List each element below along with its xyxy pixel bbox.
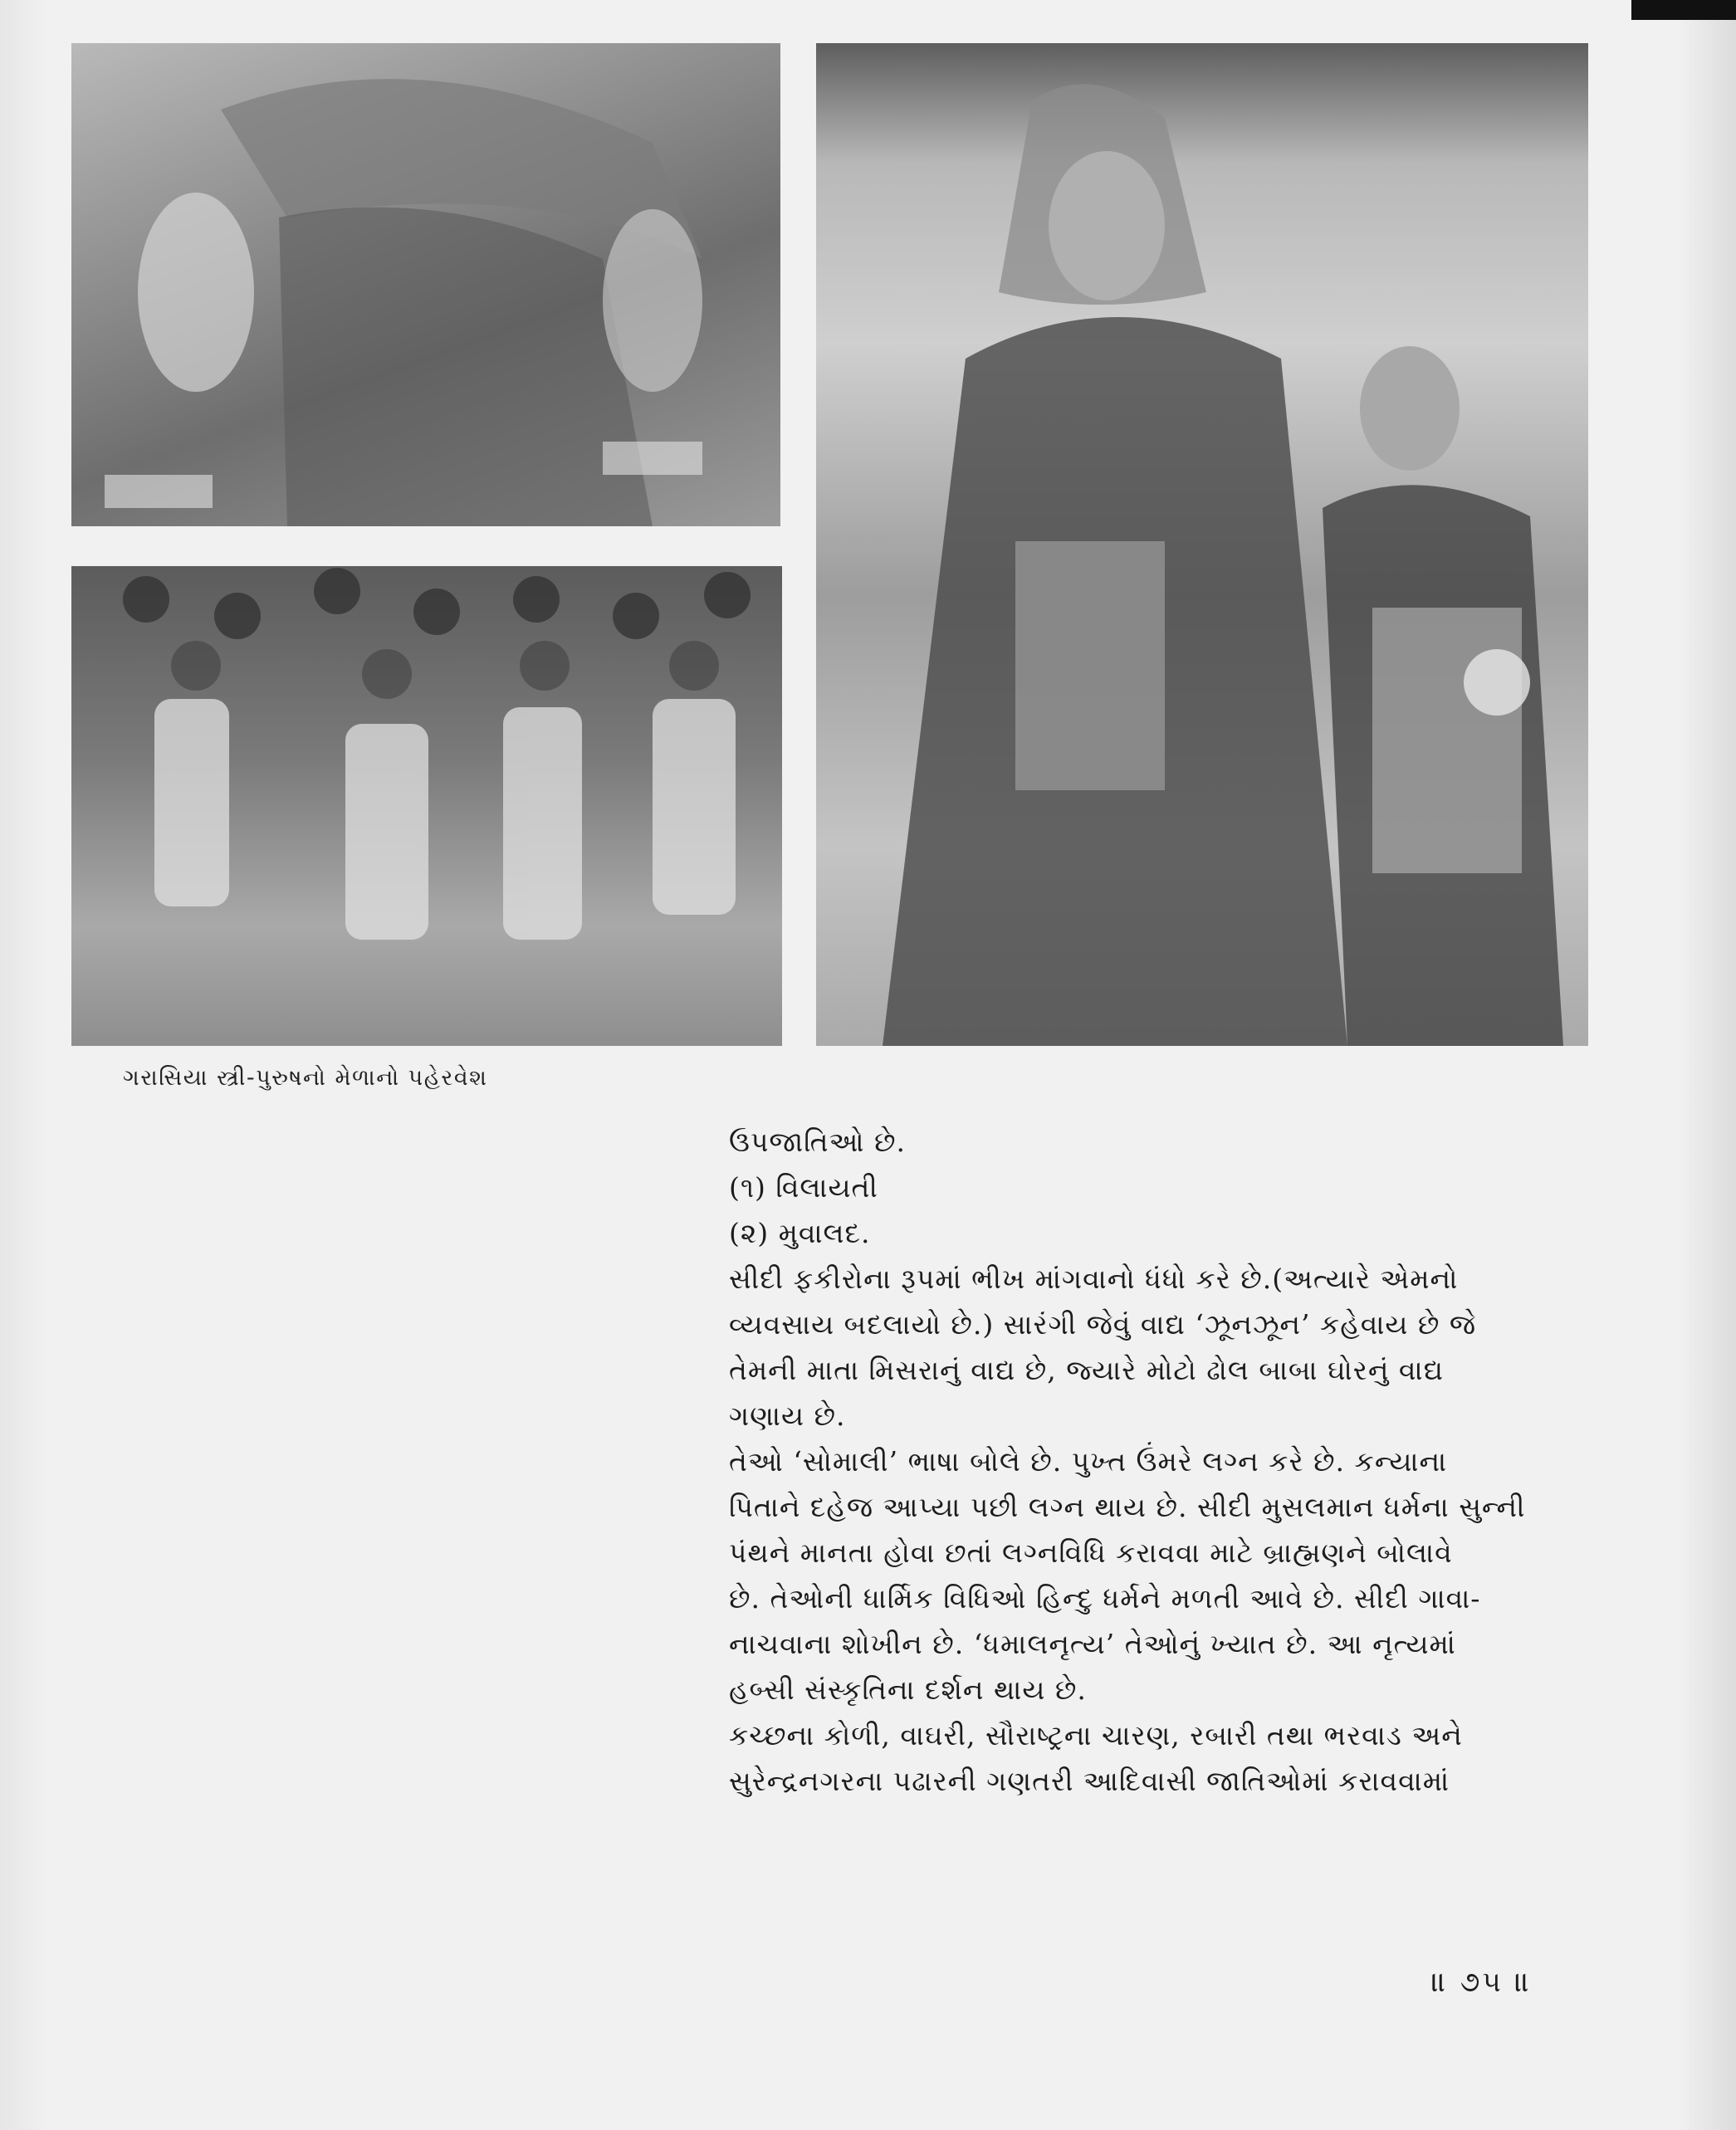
- text-line: વ્યવસાય બદલાયો છે.) સારંગી જેવું વાદ્ય ‘ઝૂનઝૂન’ કહેવાય છે જે: [729, 1308, 1477, 1341]
- text-line: હબ્સી સંસ્કૃતિના દર્શન થાય છે.: [729, 1673, 1087, 1706]
- text-line: ઉપજાતિઓ છે.: [729, 1126, 906, 1158]
- scan-edge-right: [1678, 0, 1736, 2130]
- text-line: તેમની માતા મિસરાનું વાદ્ય છે, જ્યારે મોટો ઢોલ બાબા ઘોરનું વાદ્ય: [729, 1354, 1444, 1386]
- text-line: કચ્છના કોળી, વાઘરી, સૌરાષ્ટ્રના ચારણ, રબારી તથા ભરવાડ અને: [729, 1719, 1463, 1751]
- text-line: (૨) મુવાલદ.: [729, 1217, 871, 1249]
- text-line: પંથને માનતા હોવા છતાં લગ્નવિધિ કરાવવા માટે બ્રાહ્મણને બોલાવે: [729, 1536, 1453, 1569]
- two-women-photo: [816, 43, 1588, 1046]
- festival-crowd-photo: [71, 566, 782, 1046]
- photo-caption: ગરાસિયા સ્ત્રી-પુરુષનો મેળાનો પહેરવેશ: [123, 1065, 488, 1091]
- text-line: સુરેન્દ્રનગરના પઢારની ગણતરી આદિવાસી જાતિઓમાં કરાવવામાં: [729, 1765, 1450, 1797]
- text-line: પિતાને દહેજ આપ્યા પછી લગ્ન થાય છે. સીદી મુસલમાન ધર્મના સુન્ની: [729, 1491, 1526, 1523]
- page-number: ॥ ૭૫ ॥: [1431, 1966, 1533, 1999]
- text-line: છે. તેઓની ધાર્મિક વિધિઓ હિન્દુ ધર્મને મળતી આવે છે. સીદી ગાવા-: [729, 1582, 1481, 1615]
- top-rule: [1631, 0, 1736, 20]
- veiled-woman-photo: [71, 43, 780, 526]
- scan-edge-left: [0, 0, 50, 2130]
- body-text: [729, 1119, 1576, 1804]
- text-line: તેઓ ‘સોમાલી’ ભાષા બોલે છે. પુખ્ત ઉંમરે લગ્ન કરે છે. કન્યાના: [729, 1445, 1448, 1478]
- text-line: નાચવાના શોખીન છે. ‘ધમાલનૃત્ય’ તેઓનું ખ્યાત છે. આ નૃત્યમાં: [729, 1628, 1456, 1660]
- text-line: (૧) વિલાયતી: [729, 1171, 878, 1204]
- text-line: સીદી ફકીરોના રૂપમાં ભીખ માંગવાનો ધંધો કરે છે.(અત્યારે એમનો: [729, 1263, 1459, 1295]
- text-line: ગણાય છે.: [729, 1400, 846, 1432]
